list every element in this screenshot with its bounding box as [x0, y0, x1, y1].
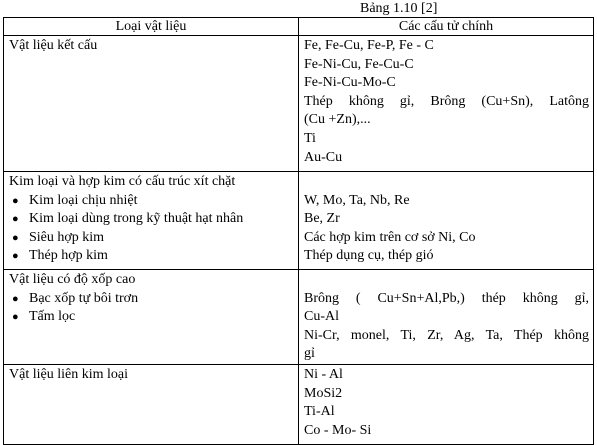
category-item-list: [9, 290, 294, 327]
list-item: ● Siêu hợp kim: [9, 229, 294, 248]
list-item: ● Kim loại dùng trong kỹ thuật hạt nhân: [9, 210, 294, 229]
components-cell: [299, 172, 594, 270]
materials-table: [3, 17, 594, 445]
table-caption: Bảng 1.10 [2]: [360, 1, 438, 16]
component-line: (Cu +Zn),...: [304, 112, 371, 128]
table-header-row: [4, 18, 594, 36]
column-header-main-components: Các cấu tử chính: [299, 18, 594, 36]
category-label: Vật liệu kết cấu: [9, 38, 98, 53]
table-row-dense-metals: [4, 172, 594, 270]
bullet-icon: ●: [12, 194, 19, 207]
list-item: ● Kim loại chịu nhiệt: [9, 192, 294, 211]
component-line: Co - Mo- Si: [304, 422, 372, 438]
column-header-material-type: Loại vật liệu: [4, 18, 299, 36]
category-item-list: [9, 192, 294, 266]
list-item: ● Tấm lọc: [9, 308, 294, 327]
component-line: Fe-Ni-Cu, Fe-Cu-C: [304, 56, 414, 72]
component-line: gỉ: [304, 346, 315, 362]
bullet-icon: ●: [12, 311, 19, 324]
bullet-icon: ●: [12, 213, 19, 226]
table-row-porous-materials: [4, 270, 594, 365]
category-cell: [4, 270, 299, 365]
component-line: Cu-Al: [304, 309, 339, 325]
list-item: ● Thép hợp kim: [9, 247, 294, 266]
component-line: Thép dụng cụ, thép gió: [304, 248, 434, 264]
component-line: Ni - Al: [304, 366, 343, 382]
component-line: Ti-Al: [304, 404, 335, 420]
component-line: MoSi2: [304, 385, 343, 401]
category-cell: [4, 364, 299, 444]
bullet-icon: ●: [12, 231, 19, 244]
component-line: Fe-Ni-Cu-Mo-C: [304, 75, 396, 91]
table-row-intermetallic-materials: [4, 364, 594, 444]
category-label: Vật liệu có độ xốp cao: [9, 272, 136, 287]
component-line: Các hợp kim trên cơ sở Ni, Co: [304, 229, 476, 245]
component-line: Brông ( Cu+Sn+Al,Pb,) thép không gỉ,: [304, 290, 589, 306]
component-line: W, Mo, Ta, Nb, Re: [304, 192, 410, 208]
component-line: Au-Cu: [304, 149, 343, 165]
component-line: Be, Zr: [304, 211, 340, 227]
category-label: Vật liệu liên kim loại: [9, 366, 128, 382]
bullet-icon: ●: [12, 292, 19, 305]
components-cell: [299, 270, 594, 365]
bullet-icon: ●: [12, 250, 19, 263]
table-row-structural-materials: [4, 36, 594, 172]
component-line: Fe, Fe-Cu, Fe-P, Fe - C: [304, 38, 434, 53]
component-line: Ti: [304, 130, 316, 146]
category-label: Kim loại và hợp kim có cấu trúc xít chặt: [9, 174, 236, 189]
components-cell: [299, 36, 594, 172]
components-cell: [299, 364, 594, 444]
list-item: ● Bạc xốp tự bôi trơn: [9, 290, 294, 309]
component-line: Thép không gỉ, Brông (Cu+Sn), Latông: [304, 93, 589, 109]
category-cell: [4, 36, 299, 172]
component-line: Ni-Cr, monel, Ti, Zr, Ag, Ta, Thép không: [304, 327, 589, 343]
category-cell: [4, 172, 299, 270]
